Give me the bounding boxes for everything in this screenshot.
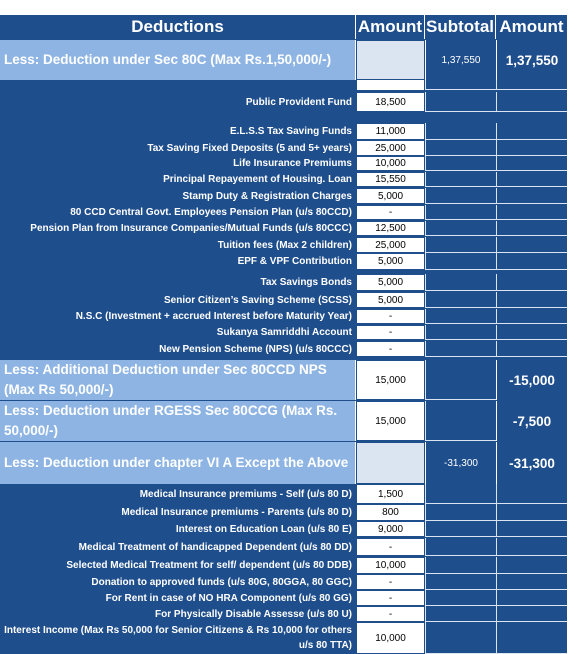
section-80ccg-subtotal[interactable] [425,401,496,441]
section-80c-item-amount[interactable]: - [356,309,425,324]
section-80c-item-subtotal-cell[interactable] [425,205,496,220]
section-80c-amount[interactable] [356,40,425,80]
section-6a-item-subtotal-cell[interactable] [425,574,496,590]
section-6a-item-total-cell[interactable] [496,622,567,654]
section-80c-item-total-cell[interactable] [496,123,567,140]
section-80c-item-subtotal-cell[interactable] [425,253,496,270]
section-6a-item-total-cell[interactable] [496,521,567,537]
section-6a-item-amount[interactable]: - [356,574,425,590]
section-80c-item-label[interactable]: N.S.C (Investment + accrued Interest before Maturity Year) [0,309,356,324]
section-6a-item-label[interactable]: Medical Insurance premiums - Parents (u/s 80 D) [0,504,356,521]
section-80c-item-subtotal-cell[interactable] [425,274,496,291]
section-80c-item-label[interactable]: Sukanya Samriddhi Account [0,325,356,340]
section-6a-item-subtotal-cell[interactable] [425,590,496,606]
section-80c-item-amount[interactable]: 5,000 [356,274,425,291]
section-6a-item-subtotal-cell[interactable] [425,521,496,537]
section-80c-item-total-cell[interactable] [496,237,567,253]
section-80c-item-amount[interactable]: 5,000 [356,253,425,270]
section-80ccg-amount[interactable]: 15,000 [356,401,425,441]
section-80c-item-total-cell[interactable] [496,172,567,187]
section-80c-item-amount[interactable]: 5,000 [356,292,425,308]
section-80c-item-label[interactable]: Tax Saving Fixed Deposits (5 and 5+ years) [0,140,356,156]
section-6a-item-amount[interactable]: - [356,538,425,556]
section-80c-item-total-cell[interactable] [496,188,567,204]
section-80c-item-label[interactable]: E.L.S.S Tax Saving Funds [0,123,356,140]
section-80c-item-amount[interactable]: - [356,205,425,220]
section-6a-label[interactable]: Less: Deduction under chapter VI A Except the Above [0,442,356,484]
section-80c-item-label[interactable]: Stamp Duty & Registration Charges [0,188,356,204]
section-80c-subtotal[interactable]: 1,37,550 [425,40,496,80]
section-6a-item-amount[interactable]: - [356,590,425,606]
section-80c-item-total-cell[interactable] [496,325,567,340]
section-6a-item-label[interactable]: Donation to approved funds (u/s 80G, 80GGA, 80 GGC) [0,574,356,590]
section-6a-item-subtotal-cell[interactable] [425,538,496,556]
section-6a-item-subtotal-cell[interactable] [425,484,496,504]
section-80c-item-label[interactable]: 80 CCD Central Govt. Employees Pension Plan (u/s 80CCD) [0,205,356,220]
section-6a-item-subtotal-cell[interactable] [425,504,496,521]
section-80c-item-label[interactable]: Public Provident Fund [0,92,356,112]
section-6a-item-label[interactable]: For Physically Disable Assesse (u/s 80 U) [0,606,356,622]
section-6a-item-amount[interactable]: 1,500 [356,484,425,504]
section-80c-item-amount[interactable]: 12,500 [356,221,425,236]
section-80c-item-subtotal-cell[interactable] [425,188,496,204]
section-80c-item-subtotal-cell[interactable] [425,123,496,140]
section-80c-item-total-cell[interactable] [496,341,567,357]
section-80c-total[interactable]: 1,37,550 [496,40,567,80]
section-80c-item-subtotal-cell[interactable] [425,156,496,171]
section-80c-item-total-cell[interactable] [496,156,567,171]
section-80c-item-subtotal-cell[interactable] [425,309,496,324]
section-6a-item-total-cell[interactable] [496,538,567,556]
section-6a-item-label[interactable]: Selected Medical Treatment for self/ dependent (u/s 80 DDB) [0,557,356,574]
section-80c-item-total-cell[interactable] [496,292,567,308]
spacer-amount [356,80,425,90]
section-80ccd-amount[interactable]: 15,000 [356,360,425,400]
section-80ccg-label[interactable]: Less: Deduction under RGESS Sec 80CCG (Max Rs. 50,000/-) [0,401,356,441]
section-6a-item-amount[interactable]: 10,000 [356,557,425,574]
section-6a-item-amount[interactable]: 9,000 [356,521,425,537]
section-6a-item-label[interactable]: Interest on Education Loan (u/s 80 E) [0,521,356,537]
spacer-row [0,80,356,90]
section-80c-item-label[interactable]: Tuition fees (Max 2 children) [0,237,356,253]
section-80c-item-subtotal-cell[interactable] [425,92,496,112]
section-80c-item-label[interactable]: EPF & VPF Contribution [0,253,356,270]
section-6a-item-total-cell[interactable] [496,574,567,590]
section-80c-item-subtotal-cell[interactable] [425,341,496,357]
section-6a-item-subtotal-cell[interactable] [425,622,496,654]
section-80c-item-total-cell[interactable] [496,205,567,220]
header-subtotal[interactable]: Subtotal [425,15,496,39]
header-amount-total[interactable]: Amount [496,15,567,39]
section-80c-item-amount[interactable]: - [356,325,425,340]
section-80c-item-label[interactable]: New Pension Scheme (NPS) (u/s 80CCC) [0,341,356,357]
section-80ccg-total[interactable]: -7,500 [496,401,567,441]
section-6a-item-total-cell[interactable] [496,590,567,606]
section-80c-item-amount[interactable]: 25,000 [356,237,425,253]
section-6a-item-amount[interactable]: 10,000 [356,622,425,654]
section-80c-item-total-cell[interactable] [496,253,567,270]
section-80c-label[interactable]: Less: Deduction under Sec 80C (Max Rs.1,50,000/-) [0,40,356,80]
section-6a-item-subtotal-cell[interactable] [425,557,496,574]
section-80c-item-label[interactable]: Senior Citizen’s Saving Scheme (SCSS) [0,292,356,308]
section-6a-item-subtotal-cell[interactable] [425,606,496,622]
section-6a-item-label[interactable]: Interest Income (Max Rs 50,000 for Senior Citizens & Rs 10,000 for others u/s 80 TTA) [0,622,356,654]
section-6a-item-label[interactable]: Medical Insurance premiums - Self (u/s 80 D) [0,484,356,504]
section-80c-item-subtotal-cell[interactable] [425,221,496,236]
section-80c-item-amount[interactable]: - [356,341,425,357]
section-6a-item-total-cell[interactable] [496,504,567,521]
header-deductions[interactable]: Deductions [0,15,356,39]
section-80c-item-amount[interactable]: 18,500 [356,92,425,112]
section-80c-item-label[interactable]: Pension Plan from Insurance Companies/Mutual Funds (u/s 80CCC) [0,221,356,236]
section-6a-item-label[interactable]: For Rent in case of NO HRA Component (u/s 80 GG) [0,590,356,606]
section-80c-item-subtotal-cell[interactable] [425,172,496,187]
section-6a-item-total-cell[interactable] [496,557,567,574]
section-80c-item-amount[interactable]: 11,000 [356,123,425,140]
section-6a-subtotal[interactable]: -31,300 [425,442,496,484]
section-6a-item-label[interactable]: Medical Treatment of handicapped Dependent (u/s 80 DD) [0,538,356,556]
section-80c-item-total-cell[interactable] [496,221,567,236]
section-6a-item-amount[interactable]: - [356,606,425,622]
section-80c-item-total-cell[interactable] [496,309,567,324]
section-80c-item-label[interactable]: Life Insurance Premiums [0,156,356,171]
header-amount[interactable]: Amount [356,15,425,39]
section-80c-item-total-cell[interactable] [496,92,567,112]
section-80ccd-total[interactable]: -15,000 [496,360,567,400]
spacer-total [496,80,567,90]
spacer-subtotal [425,80,496,90]
section-6a-amount[interactable] [356,442,425,484]
section-80c-item-amount[interactable]: 10,000 [356,156,425,171]
section-80c-item-amount[interactable]: 25,000 [356,140,425,156]
section-80ccd-label[interactable]: Less: Additional Deduction under Sec 80CCD NPS (Max Rs 50,000/-) [0,360,356,400]
section-6a-item-total-cell[interactable] [496,606,567,622]
section-80ccd-subtotal[interactable] [425,360,496,400]
section-6a-total[interactable]: -31,300 [496,442,567,484]
section-80c-item-label[interactable]: Tax Savings Bonds [0,274,356,291]
section-80c-item-subtotal-cell[interactable] [425,325,496,340]
section-80c-item-total-cell[interactable] [496,274,567,291]
section-80c-item-label[interactable]: Principal Repayement of Housing. Loan [0,172,356,187]
section-80c-item-subtotal-cell[interactable] [425,140,496,156]
section-80c-item-total-cell[interactable] [496,140,567,156]
section-80c-item-amount[interactable]: 5,000 [356,188,425,204]
section-80c-item-subtotal-cell[interactable] [425,292,496,308]
section-80c-item-amount[interactable]: 15,550 [356,172,425,187]
section-6a-item-amount[interactable]: 800 [356,504,425,521]
section-6a-item-total-cell[interactable] [496,484,567,504]
section-80c-item-subtotal-cell[interactable] [425,237,496,253]
